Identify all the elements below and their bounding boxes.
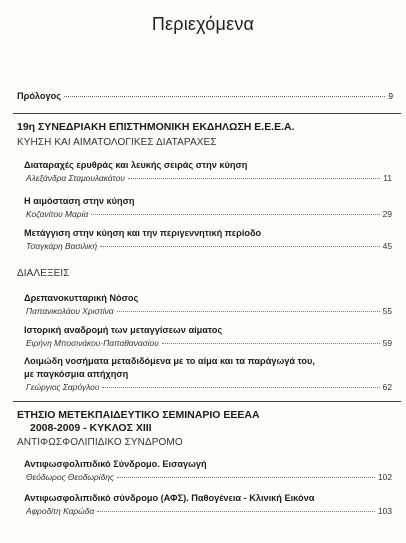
page-number: 55 <box>382 306 392 316</box>
section-heading-line2: 2008-2009 - ΚΥΚΛΟΣ XIII <box>30 422 152 434</box>
page-number: 102 <box>378 472 392 482</box>
entry-title: Πρόλογος <box>17 91 62 101</box>
dot-leader <box>100 246 380 247</box>
section-subheading: ΔΙΑΛΕΞΕΙΣ <box>17 268 70 279</box>
dot-leader <box>102 387 379 388</box>
page-number: 59 <box>382 338 392 348</box>
entry-title: Μετάγγιση στην κύηση και την περιγεννητική περίοδο <box>24 228 262 238</box>
dot-leader <box>117 311 380 312</box>
entry-author: Θεόδωρος Θεοδωρίδης <box>26 472 114 482</box>
section-heading: 19η ΣΥΝΕΔΡΙΑΚΗ ΕΠΙΣΤΗΜΟΝΙΚΗ ΕΚΔΗΛΩΣΗ Ε.Ε.Ε.Α. <box>17 121 295 133</box>
page-number: 11 <box>383 173 392 183</box>
toc-entry[interactable] <box>24 458 392 483</box>
entry-title: Ιστορική αναδρομή των μεταγγίσεων αίματος <box>24 325 223 335</box>
entry-author: Αφροδίτη Καρώδα <box>26 506 95 516</box>
toc-entry[interactable] <box>24 227 392 252</box>
page-title: Περιεχόμενα <box>151 14 255 34</box>
dot-leader <box>117 477 375 478</box>
dot-leader <box>64 96 385 97</box>
section-divider <box>13 401 401 402</box>
section-subheading: ΚΥΗΣΗ ΚΑΙ ΑΙΜΑΤΟΛΟΓΙΚΕΣ ΔΙΑΤΑΡΑΧΕΣ <box>17 137 217 148</box>
entry-author: Παπανικολάου Χριστίνα <box>26 306 114 316</box>
toc-entry-prologue[interactable] <box>17 91 393 101</box>
entry-author: Γεώργιος Σαρόγλου <box>26 382 100 392</box>
entry-title: Αντιφωσφολιπιδικό σύνδρομο (ΑΦΣ). Παθογένεια - Κλινική Εικόνα <box>24 493 315 503</box>
entry-author: Ειρήνη Μποσινάκου-Παπαθανασίου <box>26 338 159 348</box>
page-number: 103 <box>378 506 392 516</box>
entry-author: Τσαγκάρη Βασιλική <box>26 241 98 251</box>
section-heading: ΕΤΗΣΙΟ ΜΕΤΕΚΠΑΙΔΕΥΤΙΚΟ ΣΕΜΙΝΑΡΙΟ ΕΕΕΑΑ <box>17 409 260 421</box>
toc-entry[interactable] <box>24 324 392 349</box>
entry-title: Διαταραχές ερυθράς και λευκής σειράς στην κύηση <box>24 160 248 170</box>
entry-author: Κοζανίτου Μαρία <box>26 209 89 219</box>
page-number: 62 <box>382 382 392 392</box>
dot-leader <box>97 511 375 512</box>
entry-title: Λοιμώδη νοσήματα μεταδιδόμενα με το αίμα και τα παράγωγά του, <box>24 356 315 366</box>
entry-title-continued: με παγκόσμια απήχηση <box>24 369 129 379</box>
page-number: 9 <box>388 91 393 101</box>
entry-title: Αντιφωσφολιπιδικό Σύνδρομο. Εισαγωγή <box>24 459 207 469</box>
dot-leader <box>162 343 380 344</box>
toc-entry[interactable] <box>24 159 392 184</box>
dot-leader <box>91 214 379 215</box>
toc-entry[interactable] <box>24 292 392 317</box>
dot-leader <box>128 178 380 179</box>
entry-title: Δρεπανοκυτταρική Νόσος <box>24 293 139 303</box>
section-subheading: ΑΝΤΙΦΩΣΦΟΛΙΠΙΔΙΚΟ ΣΥΝΔΡΟΜΟ <box>17 437 183 448</box>
entry-title: Η αιμόσταση στην κύηση <box>24 196 135 206</box>
toc-entry[interactable] <box>24 195 392 220</box>
page-number: 45 <box>382 241 392 251</box>
entry-author: Αλεξάνδρα Σταμουλακάτου <box>26 173 125 183</box>
section-divider <box>13 113 401 114</box>
toc-entry[interactable] <box>24 355 392 393</box>
page-number: 29 <box>382 209 392 219</box>
toc-entry[interactable] <box>24 492 392 517</box>
